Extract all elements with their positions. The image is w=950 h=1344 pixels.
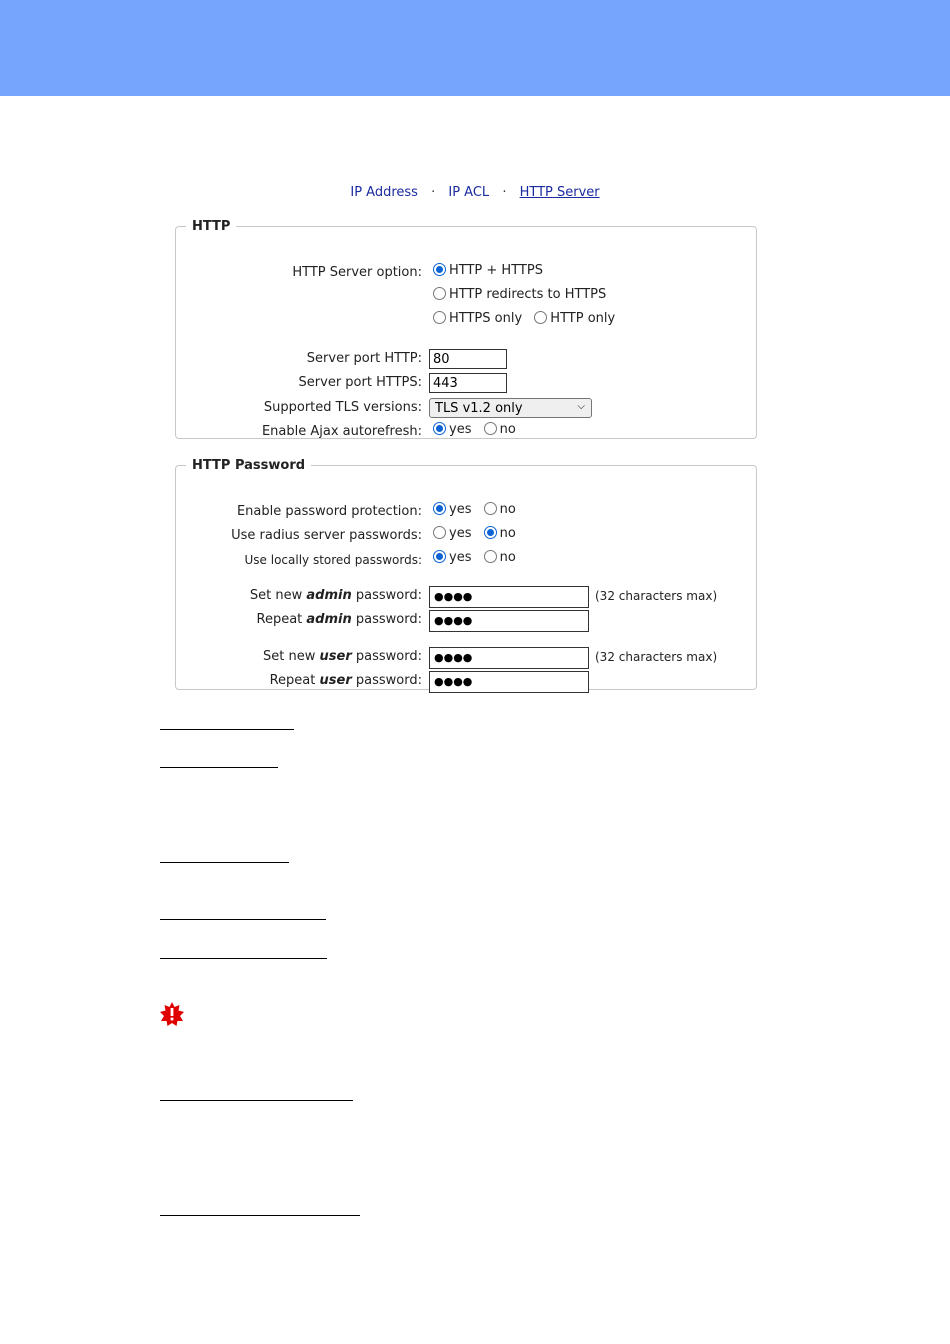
radio-http-only[interactable]: HTTP only bbox=[534, 311, 615, 326]
set-user-password-label: Set new user password: bbox=[263, 649, 422, 664]
radio-local-no[interactable]: no bbox=[484, 550, 516, 565]
chevron-down-icon: ⌵ bbox=[577, 401, 585, 412]
section-rule bbox=[160, 729, 294, 730]
breadcrumb-nav bbox=[0, 185, 950, 200]
ajax-label: Enable Ajax autorefresh: bbox=[261, 424, 422, 439]
radio-circle bbox=[433, 422, 446, 435]
radio-circle bbox=[433, 263, 446, 276]
max-length-hint: (32 characters max) bbox=[595, 650, 718, 664]
section-rule bbox=[160, 958, 327, 959]
set-admin-password-row bbox=[176, 585, 756, 607]
radio-https-only[interactable]: HTTPS only bbox=[433, 311, 522, 326]
server-option-label: HTTP Server option: bbox=[292, 265, 422, 280]
set-admin-password-input[interactable]: ●●●● bbox=[429, 586, 589, 608]
radio-circle bbox=[433, 311, 446, 324]
radio-ajax-no[interactable]: no bbox=[484, 422, 516, 437]
warning-burst-icon bbox=[160, 1002, 184, 1026]
server-option-row bbox=[176, 262, 756, 284]
enable-password-row bbox=[176, 501, 756, 523]
port-http-label: Server port HTTP: bbox=[306, 351, 422, 366]
section-rule bbox=[160, 767, 278, 768]
repeat-admin-password-label: Repeat admin password: bbox=[256, 612, 422, 627]
radio-circle bbox=[433, 526, 446, 539]
tls-row bbox=[176, 397, 756, 419]
nav-http-server-link[interactable]: HTTP Server bbox=[519, 185, 600, 200]
port-https-label: Server port HTTPS: bbox=[298, 375, 422, 390]
http-legend: HTTP bbox=[192, 219, 231, 234]
set-user-password-input[interactable]: ●●●● bbox=[429, 647, 589, 669]
radio-circle bbox=[484, 526, 497, 539]
http-password-fieldset bbox=[175, 458, 757, 690]
repeat-admin-password-input[interactable]: ●●●● bbox=[429, 610, 589, 632]
local-passwords-row bbox=[176, 549, 756, 571]
enable-password-label: Enable password protection: bbox=[236, 504, 422, 519]
radio-circle bbox=[433, 502, 446, 515]
port-https-input[interactable]: 443 bbox=[429, 373, 507, 393]
http-password-legend: HTTP Password bbox=[192, 458, 306, 473]
radio-circle bbox=[484, 422, 497, 435]
header-banner bbox=[0, 0, 950, 96]
radius-row bbox=[176, 525, 756, 547]
radio-ajax-yes[interactable]: yes bbox=[433, 422, 471, 437]
server-option-row-2 bbox=[176, 286, 756, 308]
repeat-user-password-row bbox=[176, 670, 756, 692]
radio-enable-yes[interactable]: yes bbox=[433, 502, 471, 517]
radio-radius-yes[interactable]: yes bbox=[433, 526, 471, 541]
section-rule bbox=[160, 919, 326, 920]
ajax-row bbox=[176, 421, 756, 443]
radio-local-yes[interactable]: yes bbox=[433, 550, 471, 565]
server-option-row-3 bbox=[176, 310, 756, 332]
repeat-user-password-label: Repeat user password: bbox=[269, 673, 422, 688]
local-passwords-label: Use locally stored passwords: bbox=[244, 553, 422, 567]
nav-ip-acl-link[interactable]: IP ACL bbox=[448, 185, 490, 200]
section-rule bbox=[160, 1215, 360, 1216]
radio-enable-no[interactable]: no bbox=[484, 502, 516, 517]
radio-circle bbox=[484, 550, 497, 563]
radio-circle bbox=[433, 550, 446, 563]
repeat-admin-password-row bbox=[176, 609, 756, 631]
nav-separator: · bbox=[502, 185, 507, 200]
radio-http-https[interactable]: HTTP + HTTPS bbox=[433, 263, 543, 278]
section-rule bbox=[160, 862, 289, 863]
port-https-row bbox=[176, 372, 756, 394]
tls-label: Supported TLS versions: bbox=[263, 400, 422, 415]
radio-circle bbox=[534, 311, 547, 324]
nav-ip-address-link[interactable]: IP Address bbox=[350, 185, 418, 200]
repeat-user-password-input[interactable]: ●●●● bbox=[429, 671, 589, 693]
tls-select[interactable]: TLS v1.2 only ⌵ bbox=[429, 398, 592, 418]
radio-radius-no[interactable]: no bbox=[484, 526, 516, 541]
radius-label: Use radius server passwords: bbox=[231, 528, 422, 543]
set-user-password-row bbox=[176, 646, 756, 668]
max-length-hint: (32 characters max) bbox=[595, 589, 718, 603]
radio-circle bbox=[484, 502, 497, 515]
http-fieldset bbox=[175, 219, 757, 439]
port-http-input[interactable]: 80 bbox=[429, 349, 507, 369]
nav-separator: · bbox=[431, 185, 436, 200]
radio-http-redirects-https[interactable]: HTTP redirects to HTTPS bbox=[433, 287, 606, 302]
port-http-row bbox=[176, 348, 756, 370]
radio-circle bbox=[433, 287, 446, 300]
set-admin-password-label: Set new admin password: bbox=[249, 588, 422, 603]
section-rule bbox=[160, 1100, 353, 1101]
